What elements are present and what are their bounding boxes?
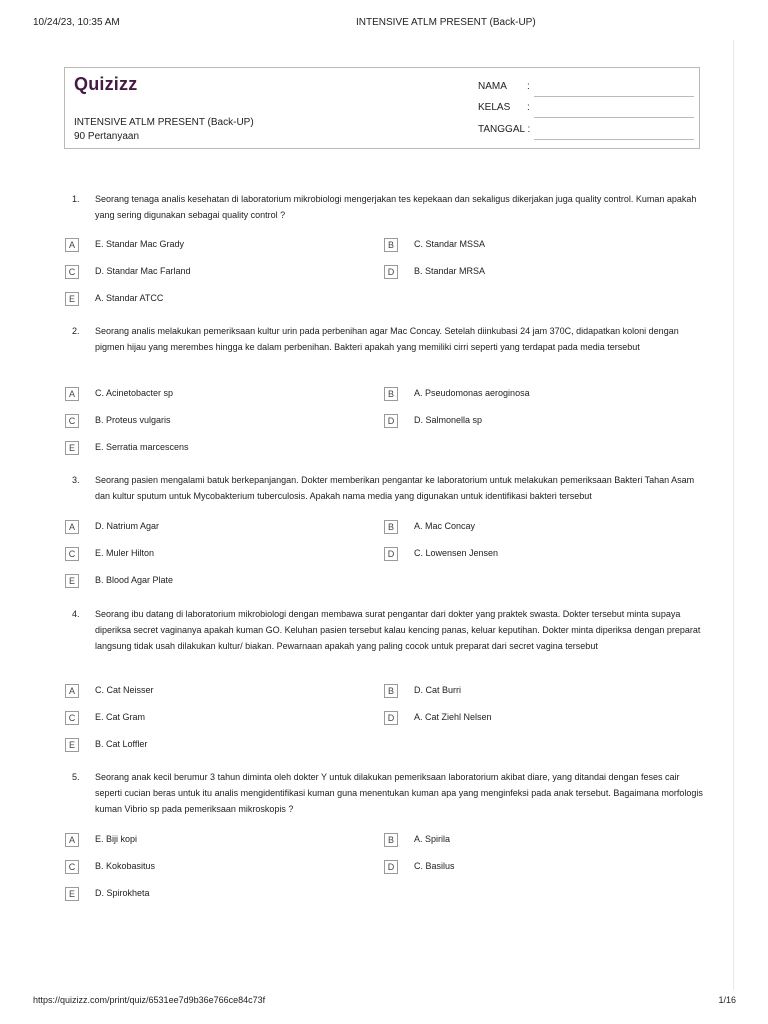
option-letter-box: C: [65, 547, 79, 561]
option-letter-box: D: [384, 414, 398, 428]
option-text: A. Standar ATCC: [95, 293, 164, 303]
quiz-title: INTENSIVE ATLM PRESENT (Back-UP): [74, 117, 254, 128]
option-letter-box: A: [65, 520, 79, 534]
option-letter-box: D: [384, 860, 398, 874]
page-edge-rule: [733, 40, 734, 990]
print-title: INTENSIVE ATLM PRESENT (Back-UP): [356, 17, 536, 28]
option-text: C. Basilus: [414, 861, 455, 871]
option-text: E. Standar Mac Grady: [95, 239, 185, 249]
option-letter-box: D: [384, 711, 398, 725]
option-letter-box: B: [384, 238, 398, 252]
option-letter-box: D: [384, 547, 398, 561]
option-text: C. Acinetobacter sp: [95, 388, 174, 398]
option-text: D. Natrium Agar: [95, 521, 160, 531]
option-letter-box: E: [65, 887, 79, 901]
option-letter-box: E: [65, 574, 79, 588]
question-number: 2.: [72, 326, 80, 336]
option-letter-box: B: [384, 833, 398, 847]
option-text: D. Salmonella sp: [414, 415, 483, 425]
option-text: B. Kokobasitus: [95, 861, 156, 871]
quiz-header-box: [64, 67, 700, 149]
option-text: C. Lowensen Jensen: [414, 548, 499, 558]
nama-field: [478, 81, 694, 95]
option-text: D. Spirokheta: [95, 888, 150, 898]
tanggal-line: [534, 139, 694, 140]
option-text: B. Standar MRSA: [414, 266, 486, 276]
option-letter-box: C: [65, 265, 79, 279]
option-letter-box: C: [65, 860, 79, 874]
kelas-colon: :: [527, 102, 530, 113]
print-date: 10/24/23, 10:35 AM: [33, 17, 120, 28]
nama-line: [534, 96, 694, 97]
kelas-field: [478, 102, 694, 116]
option-text: A. Pseudomonas aeroginosa: [414, 388, 530, 398]
option-letter-box: E: [65, 738, 79, 752]
option-letter-box: A: [65, 238, 79, 252]
option-letter-box: A: [65, 387, 79, 401]
option-letter-box: B: [384, 520, 398, 534]
question-text: Seorang pasien mengalami batuk berkepanjangan. Dokter memberikan pengantar ke laboratorium untuk melakukan pemeriksaan Bakteri Tahan Asam dan kultur sputum untuk Mycobakterium tuberculosis. Apakah nama media yang digunakan untuk identifikasi bakteri tersebut: [95, 475, 695, 501]
nama-label: NAMA: [478, 81, 507, 92]
quizizz-logo: Quizizz: [74, 74, 138, 94]
option-text: E. Cat Gram: [95, 712, 146, 722]
option-letter-box: B: [384, 387, 398, 401]
option-text: B. Blood Agar Plate: [95, 575, 174, 585]
option-letter-box: C: [65, 711, 79, 725]
tanggal-field: [478, 124, 694, 138]
option-letter-box: B: [384, 684, 398, 698]
option-text: B. Proteus vulgaris: [95, 415, 171, 425]
option-text: E. Serratia marcescens: [95, 442, 189, 452]
page-number: 1/16: [718, 995, 736, 1005]
option-text: C. Cat Neisser: [95, 685, 154, 695]
option-text: C. Standar MSSA: [414, 239, 486, 249]
option-text: A. Cat Ziehl Nelsen: [414, 712, 492, 722]
question-text: Seorang analis melakukan pemeriksaan kultur urin pada perbenihan agar Mac Concay. Setelah diinkubasi 24 jam 370C, didapatkan koloni dengan pigmen hijau yang merembes hingga ke dalam perbenihan. Bakteri apakah yang memiliki cirri seperti yang terdapat pada media tersebut: [95, 326, 679, 352]
nama-colon: :: [527, 81, 530, 92]
option-text: A. Spirila: [414, 834, 451, 844]
page-url: https://quizizz.com/print/quiz/6531ee7d9b36e766ce84c73f: [33, 995, 266, 1005]
question-count: 90 Pertanyaan: [74, 131, 140, 142]
option-text: E. Muler Hilton: [95, 548, 155, 558]
option-letter-box: A: [65, 684, 79, 698]
option-text: D. Cat Burri: [414, 685, 462, 695]
question-number: 3.: [72, 475, 80, 485]
tanggal-label: TANGGAL :: [478, 124, 531, 135]
question-number: 5.: [72, 772, 80, 782]
option-letter-box: E: [65, 292, 79, 306]
question-number: 4.: [72, 609, 80, 619]
question-number: 1.: [72, 194, 80, 204]
kelas-line: [534, 117, 694, 118]
option-text: A. Mac Concay: [414, 521, 476, 531]
kelas-label: KELAS: [478, 102, 511, 113]
option-text: B. Cat Loffler: [95, 739, 148, 749]
option-text: D. Standar Mac Farland: [95, 266, 191, 276]
question-text: Seorang anak kecil berumur 3 tahun diminta oleh dokter Y untuk dilakukan pemeriksaan laboratorium akibat diare, yang ditandai dengan feses cair seperti cucian beras untuk itu analis mengidentifikasi kuman guna menentukan kuman apa yang menginfeksi pada anak tersebut. Bagaimana morfologis kuman Vibrio sp pada pemeriksaan mikroskopis ?: [95, 772, 703, 814]
option-letter-box: D: [384, 265, 398, 279]
option-letter-box: E: [65, 441, 79, 455]
option-letter-box: A: [65, 833, 79, 847]
option-text: E. Biji kopi: [95, 834, 138, 844]
question-text: Seorang ibu datang di laboratorium mikrobiologi dengan membawa surat pengantar dari dokter yang praktek swasta. Dokter tersebut minta supaya diperiksa secret vaginanya apakah kuman GO. Keluhan pasien tersebut kalau kencing panas, keluar keputihan. Dokter minta diperiksa dengan preparat langsung tidak usah dilakukan kultur/ biakan. Pewarnaan apakah yang paling cocok untuk preparat dari secret vagina tersebut: [95, 609, 701, 651]
option-letter-box: C: [65, 414, 79, 428]
question-text: Seorang tenaga analis kesehatan di laboratorium mikrobiologi mengerjakan tes kepekaan dan sekaligus dikerjakan juga quality control. Kuman apakah yang sering digunakan sebagai quality control ?: [95, 194, 697, 220]
